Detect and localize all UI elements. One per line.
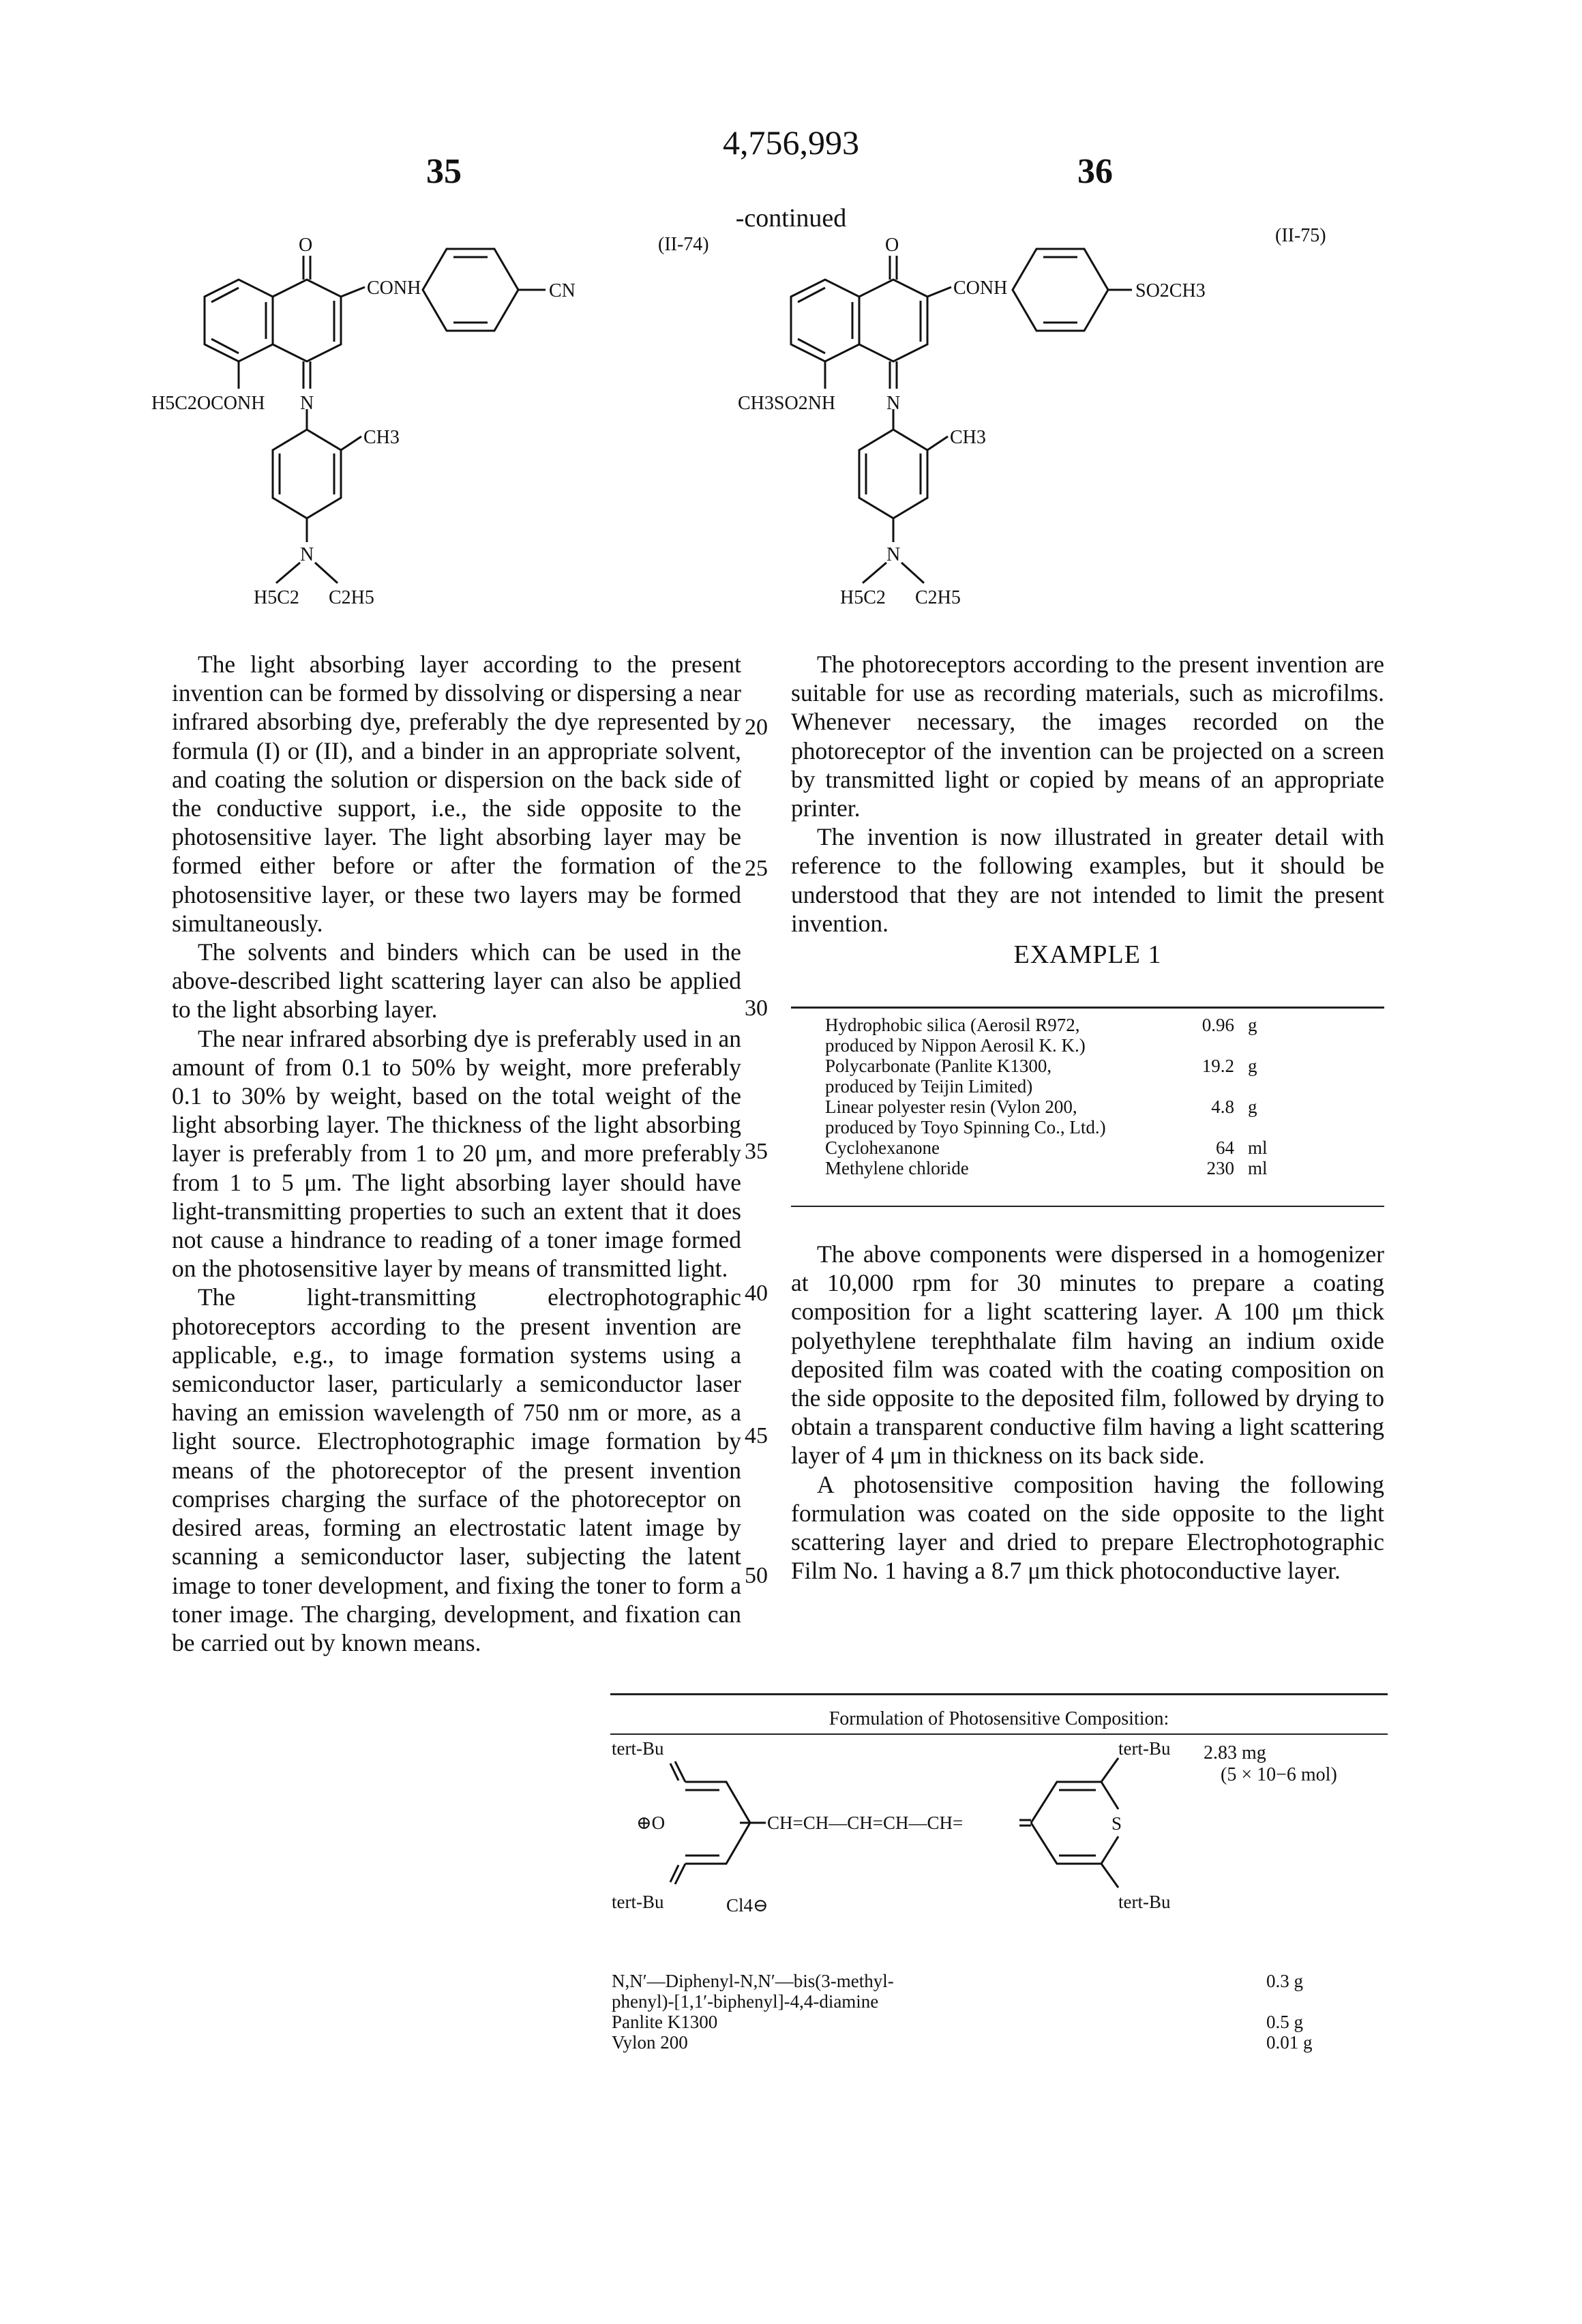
row-value: 64 — [1146, 1137, 1240, 1158]
line-number: 30 — [745, 996, 768, 1022]
row-name-cont: produced by Teijin Limited) — [825, 1076, 1032, 1097]
page-number-right: 36 — [1077, 151, 1113, 192]
dye-methine-chain: CH=CH—CH=CH—CH= — [767, 1813, 963, 1833]
atom-ch3-right: CH3 — [950, 427, 986, 448]
paragraph: The light-transmitting electrophotographic photoreceptors according to the present invention are applicable, e.g., to image formation systems using a semiconductor laser, particularly a semiconductor laser having an emission wavelength of 750 nm or more, as a light source. Electrophotographic image formation by means of the photoreceptor of the present invention comprises charging the surface of the photoreceptor on desired areas, forming an electrostatic latent image by scanning a semiconductor laser, subjecting the latent image to toner development, and fixing the toner to form a toner image. The charging, development, and fixation can be carried out by known means. — [172, 1283, 741, 1657]
table-bottom-rule — [791, 1206, 1384, 1207]
row-name: Linear polyester resin (Vylon 200, — [825, 1097, 1077, 1117]
dye-tbu-top-right: tert-Bu — [1118, 1738, 1171, 1759]
item-amount: 0.3 g — [1212, 1971, 1389, 2012]
row-name-cont: produced by Nippon Aerosil K. K.) — [825, 1035, 1086, 1056]
table-row — [791, 1097, 1384, 1137]
table-row — [612, 2032, 1389, 2053]
structure-ii-75 — [723, 222, 1337, 634]
atom-sub-left: H5C2OCONH — [151, 393, 265, 414]
row-value: 230 — [1146, 1158, 1240, 1178]
atom-o-left: O — [299, 235, 312, 256]
line-number: 35 — [745, 1139, 768, 1165]
table-top-rule — [791, 1007, 1384, 1009]
right-column-top — [791, 650, 1384, 938]
row-unit: g — [1240, 1015, 1384, 1056]
atom-ch3-left: CH3 — [363, 427, 400, 448]
right-column-bottom — [791, 1240, 1384, 1585]
atom-n-right: N — [886, 393, 900, 414]
paragraph: The light absorbing layer according to the present invention can be formed by dissolving or dispersing a near infrared absorbing dye, preferably the dye represented by formula (I) or (II), and a binder in an appropriate solvent, and coating the solution or dispersion on the back side of the conductive support, i.e., the side opposite to the photosensitive layer. The light absorbing layer may be formed either before or after the formation of the photosensitive layer, or these two layers may be formed simultaneously. — [172, 650, 741, 938]
example-title: EXAMPLE 1 — [791, 940, 1384, 970]
row-name: Hydrophobic silica (Aerosil R972, — [825, 1015, 1079, 1035]
atom-et-right-a: H5C2 — [840, 587, 886, 608]
atom-et-left-a: H5C2 — [254, 587, 299, 608]
item-amount: 0.5 g — [1212, 2012, 1389, 2032]
patent-number: 4,756,993 — [0, 123, 1582, 162]
table-row — [612, 2012, 1389, 2032]
dye-tbu-bottom-left: tert-Bu — [612, 1892, 664, 1912]
row-unit: ml — [1240, 1158, 1384, 1178]
item-amount: 0.01 g — [1212, 2032, 1389, 2053]
dye-o-plus: ⊕O — [636, 1813, 665, 1833]
row-name: Methylene chloride — [791, 1158, 1146, 1178]
continued-label: -continued — [0, 203, 1582, 233]
paragraph: The invention is now illustrated in greater detail with reference to the following examples, but it should be understood that they are not intended to limit the present invention. — [791, 822, 1384, 938]
paragraph: The photoreceptors according to the present invention are suitable for use as recording materials, such as microfilms. Whenever necessary, the images recorded on the photoreceptor of the invention can be projected on a screen by transmitted light or copied by means of an appropriate printer. — [791, 650, 1384, 822]
atom-et-right-b: C2H5 — [915, 587, 961, 608]
line-number: 45 — [745, 1423, 768, 1449]
table-row — [791, 1158, 1384, 1178]
row-unit: g — [1240, 1097, 1384, 1137]
row-value: 19.2 — [1146, 1056, 1240, 1097]
atom-cn-left: CN — [549, 280, 576, 301]
item-name: Vylon 200 — [612, 2032, 1212, 2053]
dye-anion: Cl4⊖ — [726, 1895, 768, 1916]
table-row — [791, 1015, 1384, 1056]
item-name: Panlite K1300 — [612, 2012, 1212, 2032]
atom-o-right: O — [885, 235, 899, 256]
row-unit: ml — [1240, 1137, 1384, 1158]
structure-ii-74 — [136, 222, 750, 634]
dye-tbu-top-left: tert-Bu — [612, 1738, 664, 1759]
table-row — [791, 1137, 1384, 1158]
formulation-sub-rule — [610, 1733, 1388, 1735]
example-table — [791, 1015, 1384, 1178]
dye-sulfur: S — [1111, 1813, 1122, 1834]
dye-moles: (5 × 10−6 mol) — [1221, 1764, 1337, 1786]
atom-conh-right: CONH — [953, 278, 1007, 299]
row-value: 4.8 — [1146, 1097, 1240, 1137]
compound-label-ii-75: (II-75) — [1275, 225, 1326, 247]
compound-label-ii-74: (II-74) — [658, 234, 709, 256]
formulation-table — [612, 1971, 1389, 2053]
atom-n2-left: N — [300, 544, 314, 565]
formulation-title: Formulation of Photosensitive Composition: — [610, 1708, 1388, 1730]
line-number: 20 — [745, 715, 768, 741]
formulation-top-rule — [610, 1693, 1388, 1695]
item-name-cont: phenyl)-[1,1′-biphenyl]-4,4-diamine — [612, 1991, 878, 2012]
atom-n2-right: N — [886, 544, 900, 565]
atom-et-left-b: C2H5 — [329, 587, 374, 608]
left-column — [172, 650, 741, 1657]
paragraph: A photosensitive composition having the following formulation was coated on the side opposite to the light scattering layer and dried to prepare Electrophotographic Film No. 1 having a 8.7 μm thick photoconductive layer. — [791, 1470, 1384, 1585]
row-name-cont: produced by Toyo Spinning Co., Ltd.) — [825, 1117, 1106, 1137]
table-row — [612, 1971, 1389, 2012]
row-name: Cyclohexanone — [791, 1137, 1146, 1158]
line-number: 40 — [745, 1281, 768, 1307]
atom-sub-right: CH3SO2NH — [738, 393, 835, 414]
row-value: 0.96 — [1146, 1015, 1240, 1056]
dye-amount: 2.83 mg — [1204, 1742, 1266, 1764]
atom-conh-left: CONH — [367, 278, 421, 299]
paragraph: The near infrared absorbing dye is preferably used in an amount of from 0.1 to 50% by weight, more preferably 0.1 to 30% by weight, based on the total weight of the light absorbing layer. The thickness of the light absorbing layer is preferably from 1 to 20 μm, and more preferably from 1 to 5 μm. The light absorbing layer should have light-transmitting properties to such an extent that it does not cause a hindrance to reading of a toner image formed on the photosensitive layer by means of transmitted light. — [172, 1024, 741, 1283]
item-name: N,N′—Diphenyl-N,N′—bis(3-methyl- — [612, 1971, 894, 1991]
atom-so2-right: SO2CH3 — [1135, 280, 1206, 301]
page-number-left: 35 — [426, 151, 462, 192]
row-name: Polycarbonate (Panlite K1300, — [825, 1056, 1051, 1076]
paragraph: The solvents and binders which can be used in the above-described light scattering layer can also be applied to the light absorbing layer. — [172, 938, 741, 1024]
atom-n-left: N — [300, 393, 314, 414]
line-number: 25 — [745, 856, 768, 882]
row-unit: g — [1240, 1056, 1384, 1097]
line-number: 50 — [745, 1563, 768, 1589]
table-row — [791, 1056, 1384, 1097]
dye-tbu-bottom-right: tert-Bu — [1118, 1892, 1171, 1912]
paragraph: The above components were dispersed in a homogenizer at 10,000 rpm for 30 minutes to prepare a coating composition for a light scattering layer. A 100 μm thick polyethylene terephthalate film having an indium oxide deposited film was coated with the coating composition on the side opposite to the deposited film, followed by drying to obtain a transparent conductive film having a light scattering layer of 4 μm in thickness on its back side. — [791, 1240, 1384, 1470]
